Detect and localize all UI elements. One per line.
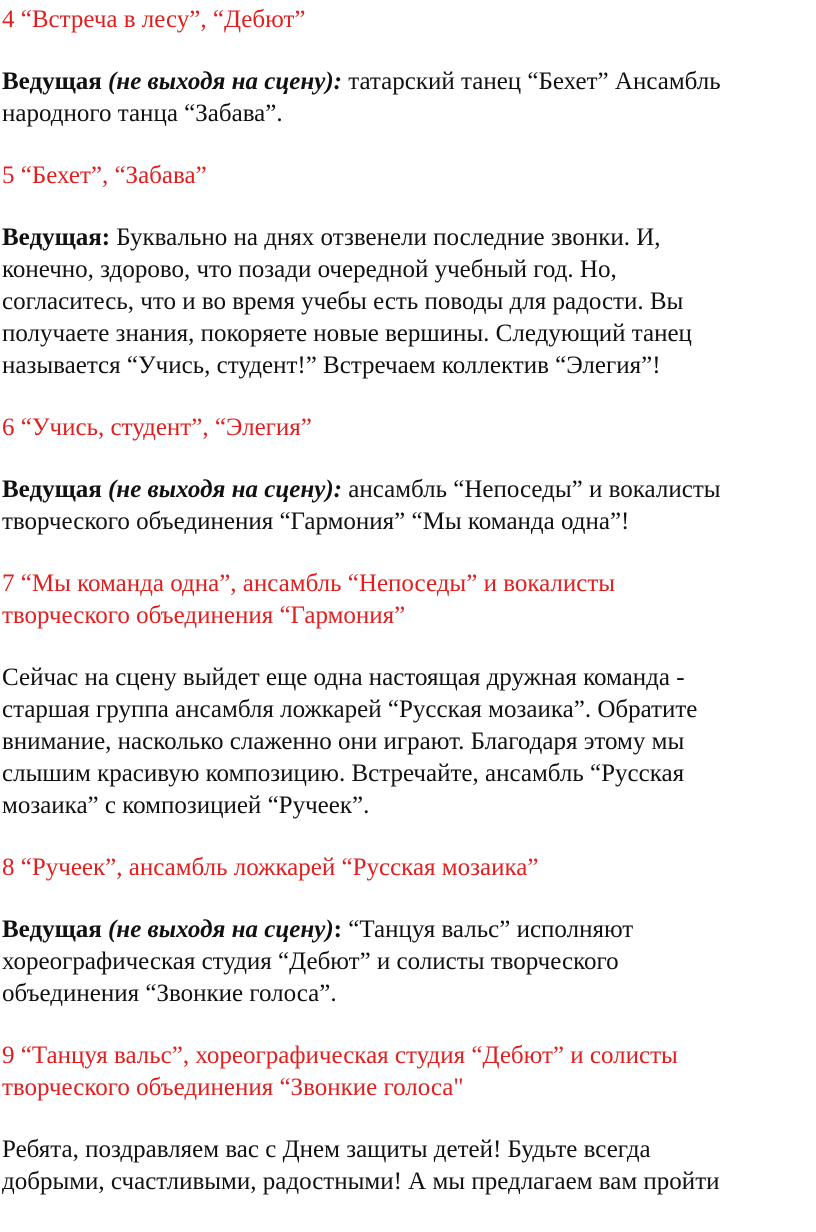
speech-text: татарский танец “Бехет” Ансамбль	[341, 68, 721, 95]
program-heading-4: 4 “Встреча в лесу”, “Дебют”	[2, 6, 306, 33]
host-speech-3-line-1	[2, 474, 721, 506]
speech-text: “Танцуя вальс” исполняют	[341, 916, 634, 943]
host-speech-1-line-1	[2, 66, 721, 98]
stage-direction: (не выходя на сцену)	[107, 916, 334, 943]
stage-direction: (не выходя на сцену):	[107, 68, 342, 95]
host-speech-3-line-2: творческого объединения “Гармония” “Мы команда одна”!	[2, 508, 630, 535]
program-heading-7-line-2: творческого объединения “Гармония”	[2, 602, 406, 629]
host-speech-2-line-5: называется “Учись, студент!” Встречаем коллектив “Элегия”!	[2, 352, 661, 379]
host-speech-4-line-2: хореографическая студия “Дебют” и солисты творческого	[2, 948, 619, 975]
host-speech-1-line-2: народного танца “Забава”.	[2, 100, 283, 127]
paragraph-1-line-4: слышим красивую композицию. Встречайте, ансамбль “Русская	[2, 760, 685, 787]
host-speech-4-line-3: объединения “Звонкие голоса”.	[2, 980, 337, 1007]
host-speech-4-line-1	[2, 914, 633, 946]
speaker-colon: :	[333, 916, 342, 943]
speech-text: ансамбль “Непоседы” и вокалисты	[341, 476, 721, 503]
host-speech-2-line-1	[2, 222, 661, 254]
program-heading-6: 6 “Учись, студент”, “Элегия”	[2, 414, 312, 441]
program-heading-7-line-1: 7 “Мы команда одна”, ансамбль “Непоседы” и вокалисты	[2, 570, 616, 597]
paragraph-1-line-2: старшая группа ансамбля ложкарей “Русская мозаика”. Обратите	[2, 696, 698, 723]
host-speech-2-line-4: получаете знания, покоряете новые вершины. Следующий танец	[2, 320, 692, 347]
paragraph-1-line-1: Сейчас на сцену выйдет еще одна настоящая дружная команда -	[2, 664, 685, 691]
speaker-label: Ведущая	[2, 916, 102, 943]
program-heading-5: 5 “Бехет”, “Забава”	[2, 162, 207, 189]
program-heading-9-line-2: творческого объединения “Звонкие голоса"	[2, 1074, 464, 1101]
paragraph-1-line-5: мозаика” с композицией “Ручеек”.	[2, 792, 370, 819]
host-speech-2-line-2: конечно, здорово, что позади очередной учебный год. Но,	[2, 256, 617, 283]
stage-direction: (не выходя на сцену):	[107, 476, 342, 503]
speech-text: Буквально на днях отзвенели последние звонки. И,	[110, 224, 661, 251]
paragraph-1-line-3: внимание, насколько слаженно они играют. Благодаря этому мы	[2, 728, 685, 755]
speaker-label: Ведущая	[2, 68, 102, 95]
speaker-label: Ведущая	[2, 476, 102, 503]
program-heading-8: 8 “Ручеек”, ансамбль ложкарей “Русская мозаика”	[2, 854, 539, 881]
program-heading-9-line-1: 9 “Танцуя вальс”, хореографическая студия “Дебют” и солисты	[2, 1042, 678, 1069]
host-speech-2-line-3: согласитесь, что и во время учебы есть поводы для радости. Вы	[2, 288, 684, 315]
paragraph-2-line-2: добрыми, счастливыми, радостными! А мы предлагаем вам пройти	[2, 1168, 720, 1195]
paragraph-2-line-1: Ребята, поздравляем вас с Днем защиты детей! Будьте всегда	[2, 1136, 651, 1163]
speaker-label: Ведущая:	[2, 224, 111, 251]
